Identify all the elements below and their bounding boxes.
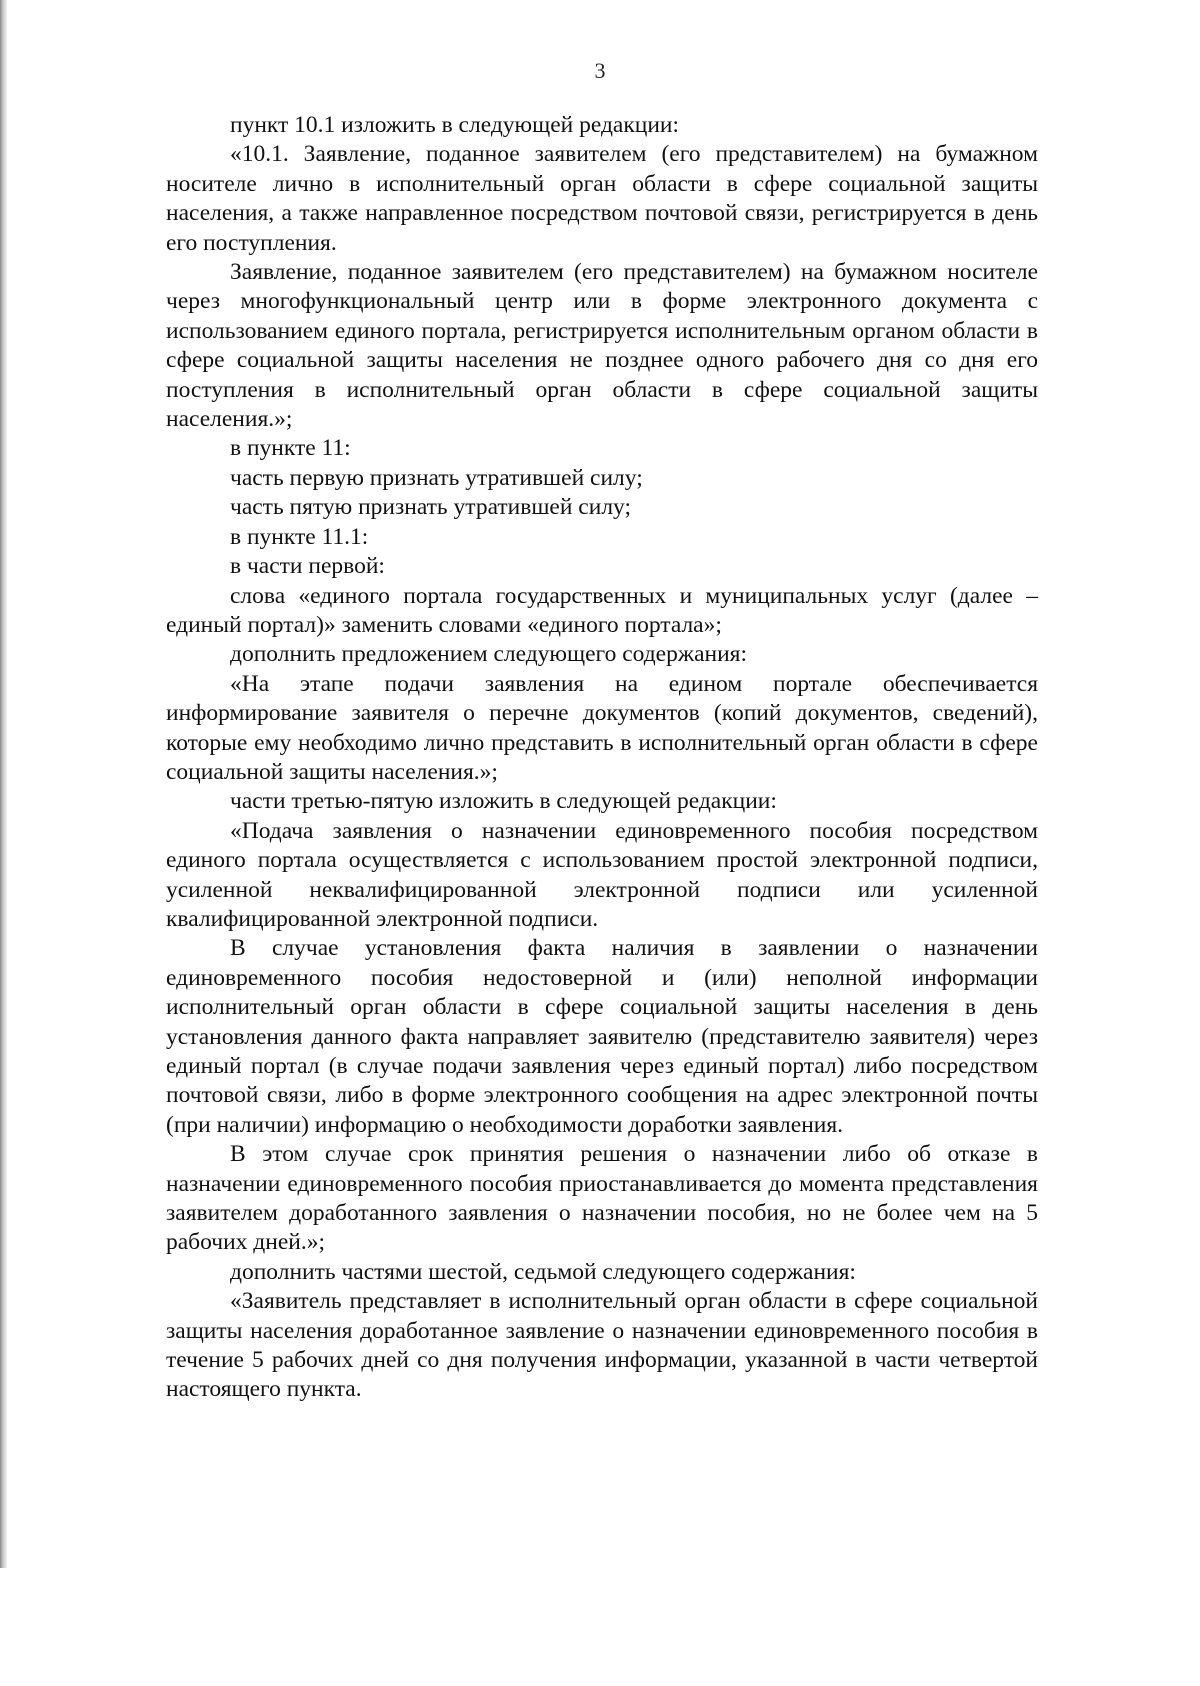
paragraph: часть первую признать утратившей силу; <box>230 464 643 491</box>
paragraph: часть пятую признать утратившей силу; <box>230 494 632 521</box>
paragraph: В этом случае срок принятия решения о назначении либо об отказе в назначении единовременного пособия приостанавливается до момента представления заявителем доработанного заявления о назначении пособия, но не более чем на 5 рабочих дней.»; <box>166 1141 1038 1256</box>
paragraph: «Подача заявления о назначении единовременного пособия посредством единого портала осуществляется с использованием простой электронной подписи, усиленной неквалифицированной электронной подписи или усиленной квалифицированной электронной подписи. <box>166 817 1038 932</box>
scan-edge-shadow <box>0 0 7 1568</box>
paragraph: в пункте 11.1: <box>230 523 369 550</box>
paragraph: части третью-пятую изложить в следующей редакции: <box>230 788 777 815</box>
paragraph: В случае установления факта наличия в заявлении о назначении единовременного пособия недостоверной и (или) неполной информации исполнительный орган области в сфере социальной защиты населения в день установления данного факта направляет заявителю (представителю заявителя) через единый портал (в случае подачи заявления через единый портал) либо посредством почтовой связи, либо в форме электронного сообщения на адрес электронной почты (при наличии) информацию о необходимости доработки заявления. <box>166 935 1038 1138</box>
paragraph: «10.1. Заявление, поданное заявителем (его представителем) на бумажном носителе лично в исполнительный орган области в сфере социальной защиты населения, а также направленное посредством почтовой связи, регистрируется в день его поступления. <box>166 141 1038 256</box>
paragraph: слова «единого портала государственных и муниципальных услуг (далее – единый портал)» заменить словами «единого портала»; <box>166 582 1038 638</box>
paragraph: пункт 10.1 изложить в следующей редакции: <box>230 112 680 138</box>
paragraph: «На этапе подачи заявления на едином портале обеспечивается информирование заявителя о перечне документов (копий документов, сведений), которые ему необходимо лично представить в исполнительный орган области в сфере социальной защиты населения.»; <box>166 670 1038 785</box>
paragraph: Заявление, поданное заявителем (его представителем) на бумажном носителе через многофункциональный центр или в форме электронного документа с использованием единого портала, регистрируется исполнительным органом области в сфере социальной защиты населения не позднее одного рабочего дня со дня его поступления в исполнительный орган области в сфере социальной защиты населения.»; <box>166 259 1038 433</box>
paragraph: в части первой: <box>230 553 385 580</box>
page-number: 3 <box>594 58 606 83</box>
paragraph: в пункте 11: <box>230 435 351 462</box>
paragraph: дополнить частями шестой, седьмой следующего содержания: <box>230 1258 856 1285</box>
paragraph: «Заявитель представляет в исполнительный орган области в сфере социальной защиты населения доработанное заявление о назначении единовременного пособия в течение 5 рабочих дней со дня получения информации, указанной в части четвертой настоящего пункта. <box>166 1288 1038 1403</box>
document-body <box>166 111 1038 1405</box>
paragraph: дополнить предложением следующего содержания: <box>230 641 747 668</box>
